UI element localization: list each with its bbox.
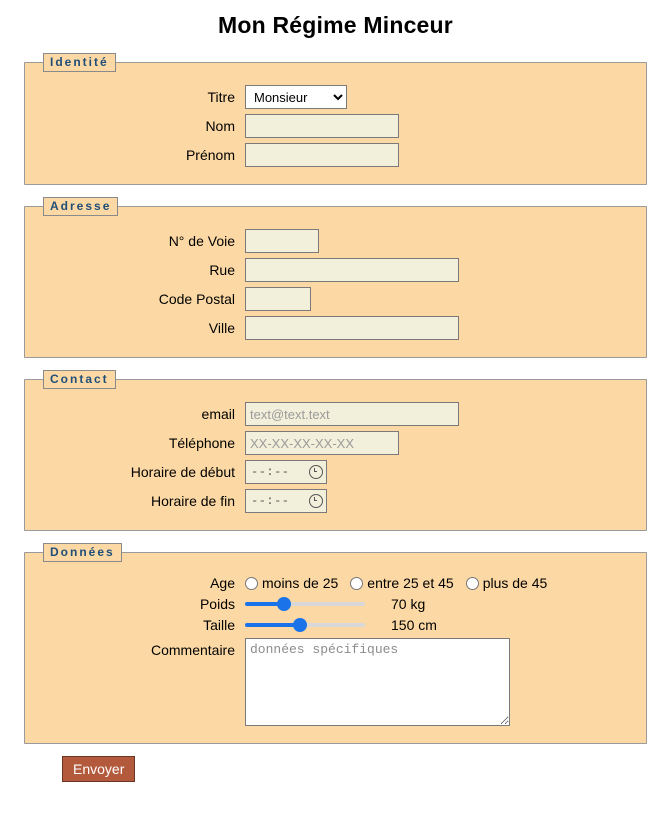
label-titre: Titre: [207, 89, 235, 105]
input-code-postal[interactable]: [245, 287, 311, 311]
radio-age-moins-25[interactable]: [245, 577, 258, 590]
label-commentaire: Commentaire: [150, 642, 235, 658]
radio-group-age: [245, 575, 553, 591]
input-prenom[interactable]: [245, 143, 399, 167]
slider-taille[interactable]: [245, 623, 365, 627]
label-telephone: Téléphone: [168, 435, 235, 451]
field-row-ville: [35, 316, 636, 340]
input-ville[interactable]: [245, 316, 459, 340]
field-row-email: [35, 402, 636, 426]
radio-age-label-1: entre 25 et 45: [367, 575, 454, 591]
fieldset-adresse: [24, 197, 647, 358]
label-nom: Nom: [205, 118, 235, 134]
fieldset-donnees: [24, 543, 647, 744]
field-row-code-postal: [35, 287, 636, 311]
horaire-fin-value: --:--: [251, 494, 290, 508]
radio-age-25-45[interactable]: [350, 577, 363, 590]
label-ville: Ville: [208, 320, 235, 336]
input-voie[interactable]: [245, 229, 319, 253]
radio-option-age-0[interactable]: [245, 575, 338, 591]
input-horaire-fin[interactable]: [245, 489, 327, 513]
clock-icon[interactable]: [309, 465, 323, 479]
field-row-nom: [35, 114, 636, 138]
taille-value: 150 cm: [391, 617, 437, 633]
label-email: email: [201, 406, 235, 422]
label-taille: Taille: [203, 617, 235, 633]
legend-contact: Contact: [43, 370, 116, 389]
legend-donnees: Données: [43, 543, 122, 562]
label-rue: Rue: [209, 262, 235, 278]
label-horaire-fin: Horaire de fin: [150, 493, 235, 509]
label-voie: N° de Voie: [168, 233, 235, 249]
select-titre[interactable]: [245, 85, 347, 109]
input-horaire-debut[interactable]: [245, 460, 327, 484]
submit-row: [62, 756, 671, 782]
label-code-postal: Code Postal: [158, 291, 235, 307]
legend-identite: Identité: [43, 53, 116, 72]
input-telephone[interactable]: [245, 431, 399, 455]
field-row-prenom: [35, 143, 636, 167]
radio-age-plus-45[interactable]: [466, 577, 479, 590]
submit-button[interactable]: Envoyer: [62, 756, 135, 782]
field-row-horaire-fin: [35, 489, 636, 513]
label-horaire-debut: Horaire de début: [130, 464, 235, 480]
field-row-age: [35, 575, 636, 591]
label-prenom: Prénom: [185, 147, 235, 163]
field-row-taille: [35, 617, 636, 633]
textarea-commentaire[interactable]: [245, 638, 510, 726]
fieldset-contact: [24, 370, 647, 531]
field-row-rue: [35, 258, 636, 282]
field-row-voie: [35, 229, 636, 253]
page-title: Mon Régime Minceur: [218, 12, 453, 38]
input-rue[interactable]: [245, 258, 459, 282]
label-poids: Poids: [199, 596, 235, 612]
poids-value: 70 kg: [391, 596, 426, 612]
field-row-poids: [35, 596, 636, 612]
radio-age-label-2: plus de 45: [482, 575, 548, 591]
legend-adresse: Adresse: [43, 197, 118, 216]
fieldset-identite: [24, 53, 647, 185]
slider-poids[interactable]: [245, 602, 365, 606]
field-row-horaire-debut: [35, 460, 636, 484]
horaire-debut-value: --:--: [251, 465, 290, 479]
field-row-titre: [35, 85, 636, 109]
radio-age-label-0: moins de 25: [262, 575, 339, 591]
radio-option-age-2[interactable]: [466, 575, 548, 591]
radio-option-age-1[interactable]: [350, 575, 453, 591]
input-nom[interactable]: [245, 114, 399, 138]
field-row-commentaire: [35, 638, 636, 726]
field-row-telephone: [35, 431, 636, 455]
label-age: Age: [210, 575, 235, 591]
input-email[interactable]: [245, 402, 459, 426]
clock-icon[interactable]: [309, 494, 323, 508]
